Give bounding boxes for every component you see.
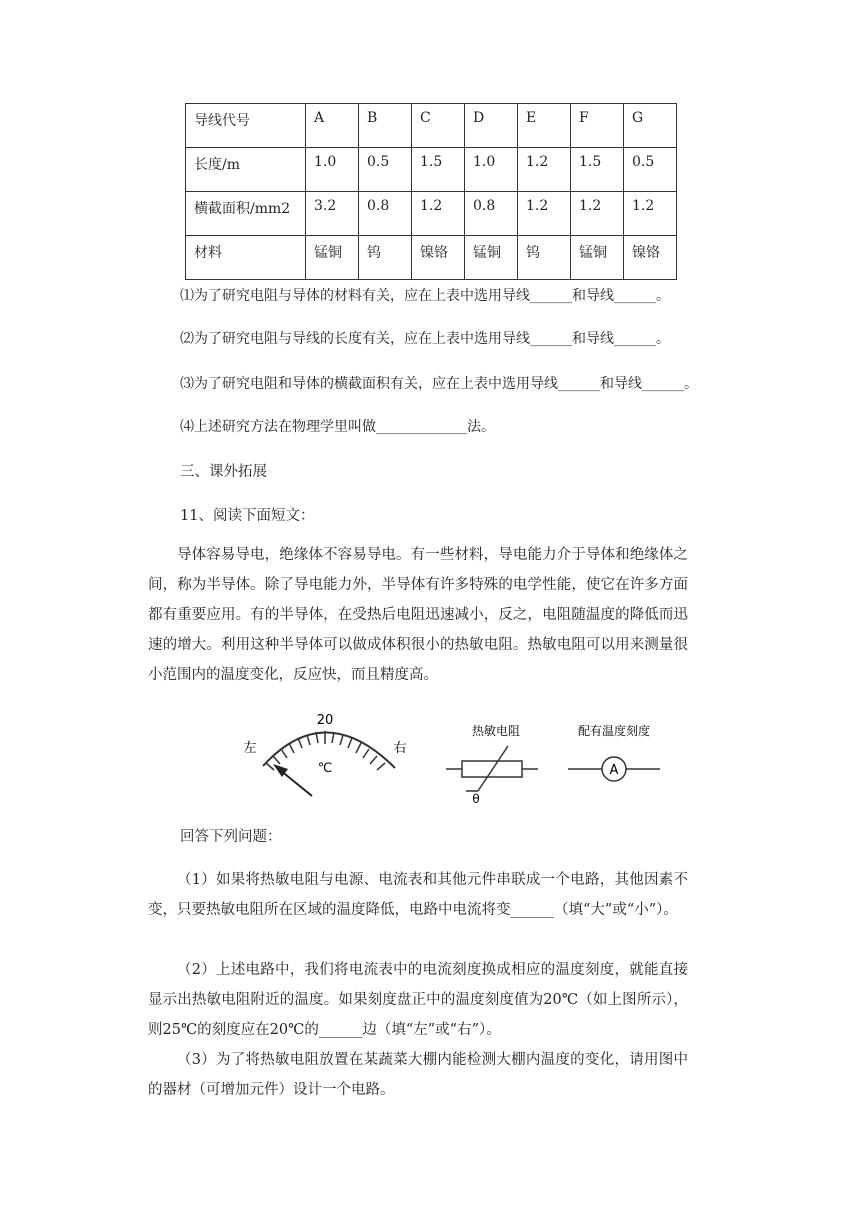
table-cell: F xyxy=(571,104,624,148)
question-2: ⑵为了研究电阻与导线的长度有关，应在上表中选用导线______和导线______。 xyxy=(180,331,670,347)
table-cell: 1.2 xyxy=(412,192,465,236)
table-cell: 0.5 xyxy=(359,148,412,192)
table-cell: B xyxy=(359,104,412,148)
question-3: ⑶为了研究电阻和导体的横截面积有关，应在上表中选用导线______和导线______。 xyxy=(180,376,698,392)
table-cell: A xyxy=(306,104,359,148)
dial-left-label: 左 xyxy=(243,741,257,756)
ammeter-glyph: A xyxy=(609,763,619,778)
table-cell: 钨 xyxy=(518,236,571,280)
theta-label: θ xyxy=(472,792,480,806)
table-row xyxy=(186,236,677,280)
section-title: 三、课外拓展 xyxy=(180,464,267,480)
table-cell: 锰铜 xyxy=(465,236,518,280)
table-cell: 镍铬 xyxy=(412,236,465,280)
answer-2: （2）上述电路中，我们将电流表中的电流刻度换成相应的温度刻度，就能直接显示出热敏电阻附近的温度。如果刻度盘正中的温度刻度值为20℃（如上图所示），则25℃的刻度应在20℃的______边（填“左”或“右”）。 xyxy=(148,962,688,1038)
answer-1: （1）如果将热敏电阻与电源、电流表和其他元件串联成一个电路，其他因素不变，只要热敏电阻所在区域的温度降低，电路中电流将变______（填“大”或“小”）。 xyxy=(148,872,688,918)
dial-value-label: 20 xyxy=(316,713,334,728)
wire-data-table xyxy=(185,103,677,280)
table-cell: 0.8 xyxy=(465,192,518,236)
answer-prompt: 回答下列问题： xyxy=(180,829,282,845)
table-cell: G xyxy=(624,104,677,148)
table-cell: 1.0 xyxy=(306,148,359,192)
table-cell: 1.2 xyxy=(518,192,571,236)
table-cell: 锰铜 xyxy=(306,236,359,280)
ammeter-symbol xyxy=(568,723,660,781)
figure-thermistor-dial xyxy=(0,700,860,830)
reading-passage: 导体容易导电，绝缘体不容易导电。有一些材料，导电能力介于导体和绝缘体之间，称为半导体。除了导电能力外，半导体有许多特殊的电学性能，使它在许多方面都有重要应用。有的半导体，在受热后电阻迅速减小，反之，电阻随温度的降低而迅速的增大。利用这种半导体可以做成体积很小的热敏电阻。热敏电阻可以用来测量很小范围内的温度变化，反应快，而且精度高。 xyxy=(148,547,688,683)
table-cell: 镍铬 xyxy=(624,236,677,280)
table-header-cell: 材料 xyxy=(186,236,306,280)
ammeter-label: 配有温度刻度 xyxy=(577,724,651,738)
table-cell: D xyxy=(465,104,518,148)
table-row xyxy=(186,104,677,148)
table-cell: 1.2 xyxy=(518,148,571,192)
table-cell: 0.5 xyxy=(624,148,677,192)
dial-gauge xyxy=(243,713,406,796)
table-cell: 1.2 xyxy=(571,192,624,236)
thermistor-symbol xyxy=(446,723,538,806)
table-cell: 3.2 xyxy=(306,192,359,236)
table-cell: 1.5 xyxy=(412,148,465,192)
table-row xyxy=(186,192,677,236)
dial-unit-label: ℃ xyxy=(317,761,333,776)
table-cell: 1.2 xyxy=(624,192,677,236)
dial-pointer-arrow xyxy=(273,764,312,796)
table-cell: 锰铜 xyxy=(571,236,624,280)
table-cell: 1.5 xyxy=(571,148,624,192)
thermistor-label: 热敏电阻 xyxy=(471,724,521,738)
question-1: ⑴为了研究电阻与导体的材料有关，应在上表中选用导线______和导线______。 xyxy=(180,288,670,304)
table-cell: 0.8 xyxy=(359,192,412,236)
table-header-cell: 导线代号 xyxy=(186,104,306,148)
table-cell: E xyxy=(518,104,571,148)
table-cell: 1.0 xyxy=(465,148,518,192)
item-title: 11、阅读下面短文： xyxy=(180,508,315,524)
table-cell: 钨 xyxy=(359,236,412,280)
table-cell: C xyxy=(412,104,465,148)
question-4: ⑷上述研究方法在物理学里叫做_____________法。 xyxy=(180,419,495,435)
answer-3: （3）为了将热敏电阻放置在某蔬菜大棚内能检测大棚内温度的变化，请用图中的器材（可增加元件）设计一个电路。 xyxy=(148,1052,688,1098)
dial-right-label: 右 xyxy=(393,741,407,756)
table-header-cell: 横截面积/mm2 xyxy=(186,192,306,236)
table-row xyxy=(186,148,677,192)
table-header-cell: 长度/m xyxy=(186,148,306,192)
